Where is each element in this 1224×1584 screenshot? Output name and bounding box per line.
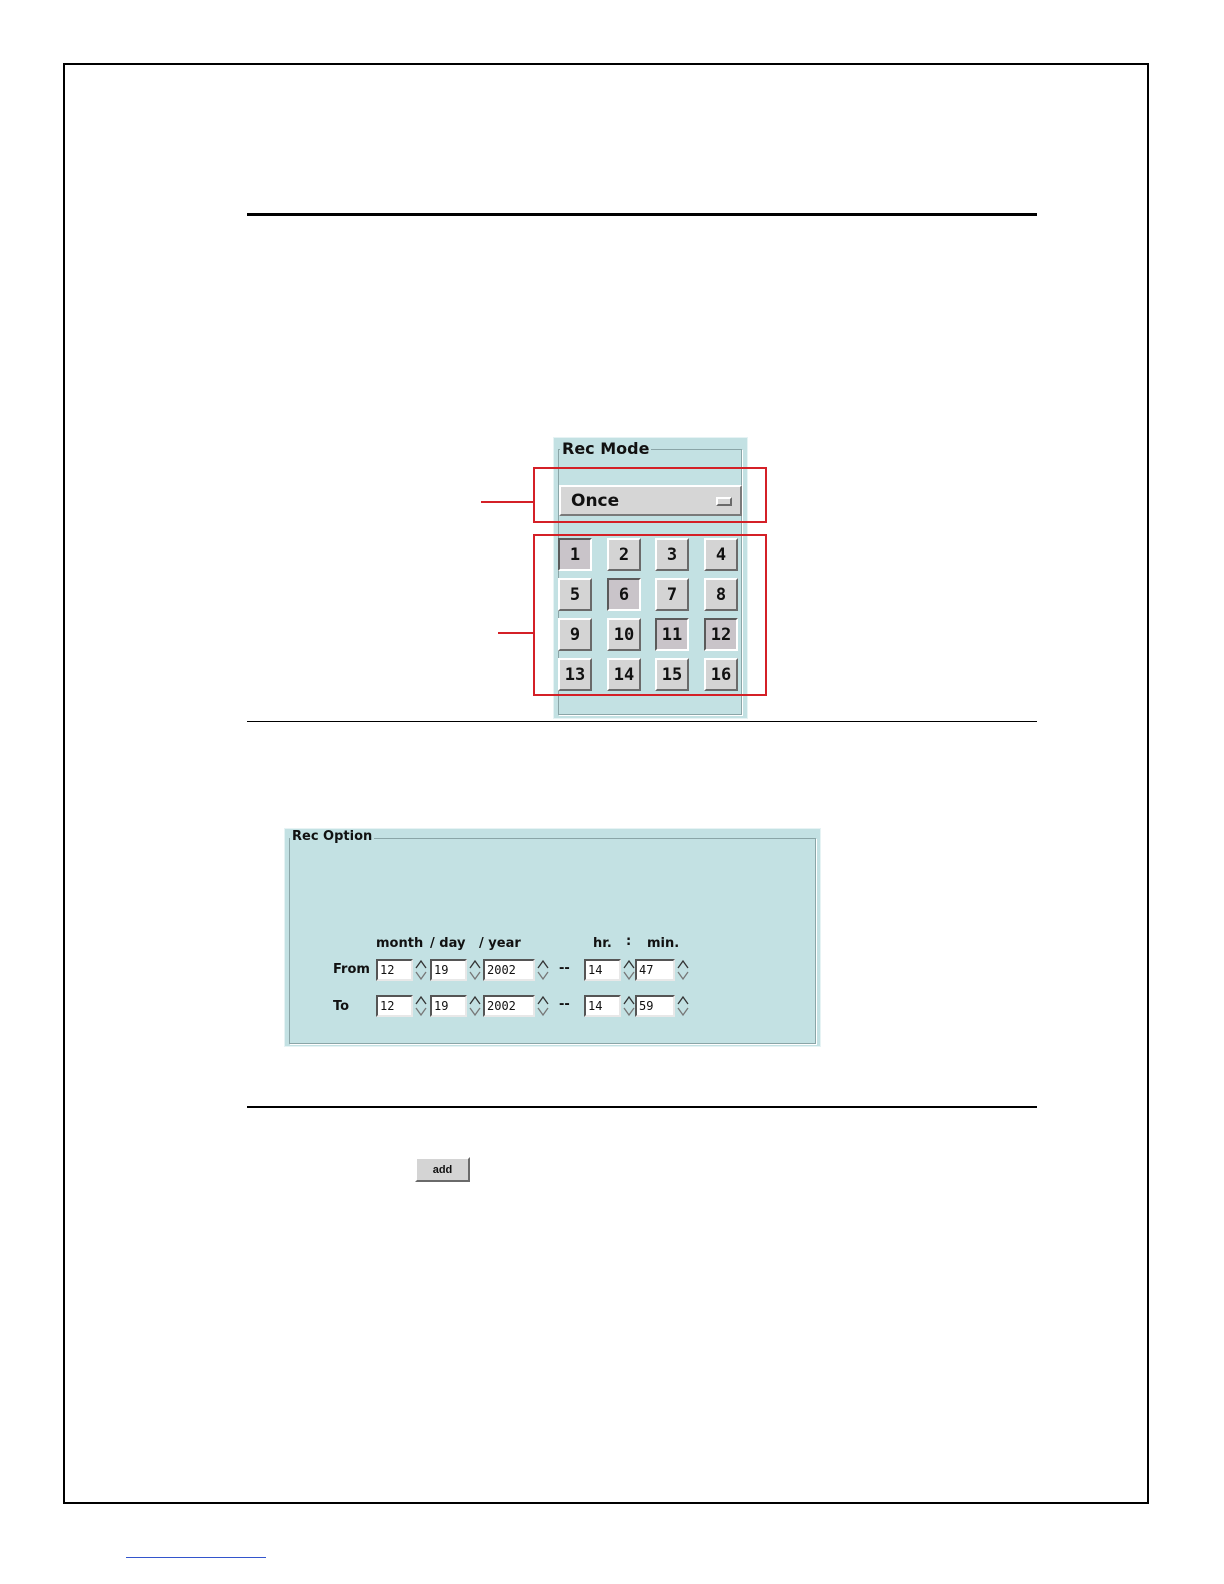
channel-callout-line — [498, 632, 534, 634]
channel-9-toggle[interactable]: 9 — [558, 618, 592, 651]
add-button[interactable]: add — [415, 1157, 470, 1182]
from-year-field[interactable]: 2002 — [483, 959, 535, 981]
from-hr-field[interactable]: 14 — [584, 959, 621, 981]
channel-11-toggle[interactable]: 11 — [655, 618, 689, 651]
channel-5-toggle[interactable]: 5 — [558, 578, 592, 611]
channel-callout-box — [533, 534, 767, 696]
hour-header: hr. — [593, 936, 612, 951]
year-header: / year — [479, 936, 521, 951]
rec-mode-value: Once — [571, 490, 620, 511]
mode-callout-box — [533, 467, 767, 523]
channel-3-toggle[interactable]: 3 — [655, 538, 689, 571]
channel-6-toggle[interactable]: 6 — [607, 578, 641, 611]
from-min-field[interactable]: 47 — [635, 959, 675, 981]
to-year-field[interactable]: 2002 — [483, 995, 535, 1017]
channel-8-toggle[interactable]: 8 — [704, 578, 738, 611]
rule-middle — [247, 721, 1037, 722]
month-header: month — [376, 936, 424, 951]
to-label: To — [333, 999, 350, 1014]
channel-15-toggle[interactable]: 15 — [655, 658, 689, 691]
channel-13-toggle[interactable]: 13 — [558, 658, 592, 691]
mode-callout-line — [481, 501, 534, 503]
from-label: From — [333, 962, 370, 977]
channel-14-toggle[interactable]: 14 — [607, 658, 641, 691]
rule-top — [247, 213, 1037, 216]
rule-bottom — [247, 1106, 1037, 1108]
from-day-field[interactable]: 19 — [430, 959, 467, 981]
to-year-spinner-icon[interactable] — [536, 994, 550, 1018]
to-min-field[interactable]: 59 — [635, 995, 675, 1017]
channel-4-toggle[interactable]: 4 — [704, 538, 738, 571]
to-day-field[interactable]: 19 — [430, 995, 467, 1017]
from-hr-spinner-icon[interactable] — [622, 958, 636, 982]
rec-mode-legend: Rec Mode — [562, 439, 650, 458]
from-day-spinner-icon[interactable] — [468, 958, 482, 982]
from-min-spinner-icon[interactable] — [676, 958, 690, 982]
from-date-time-separator: -- — [559, 961, 570, 976]
to-date-time-separator: -- — [559, 997, 570, 1012]
channel-16-toggle[interactable]: 16 — [704, 658, 738, 691]
footer-link-underline — [126, 1557, 266, 1558]
from-month-spinner-icon[interactable] — [414, 958, 428, 982]
to-day-spinner-icon[interactable] — [468, 994, 482, 1018]
from-month-field[interactable]: 12 — [376, 959, 413, 981]
rec-option-panel — [284, 828, 821, 1047]
channel-12-toggle[interactable]: 12 — [704, 618, 738, 651]
minute-header: min. — [647, 936, 680, 951]
time-colon: : — [626, 934, 632, 949]
from-year-spinner-icon[interactable] — [536, 958, 550, 982]
to-month-spinner-icon[interactable] — [414, 994, 428, 1018]
channel-1-toggle[interactable]: 1 — [558, 538, 592, 571]
to-min-spinner-icon[interactable] — [676, 994, 690, 1018]
channel-7-toggle[interactable]: 7 — [655, 578, 689, 611]
day-header: / day — [430, 936, 466, 951]
to-month-field[interactable]: 12 — [376, 995, 413, 1017]
channel-10-toggle[interactable]: 10 — [607, 618, 641, 651]
to-hr-spinner-icon[interactable] — [622, 994, 636, 1018]
rec-option-group — [289, 838, 816, 1044]
channel-2-toggle[interactable]: 2 — [607, 538, 641, 571]
to-hr-field[interactable]: 14 — [584, 995, 621, 1017]
rec-option-legend: Rec Option — [292, 829, 373, 844]
page-frame — [63, 63, 1149, 1504]
